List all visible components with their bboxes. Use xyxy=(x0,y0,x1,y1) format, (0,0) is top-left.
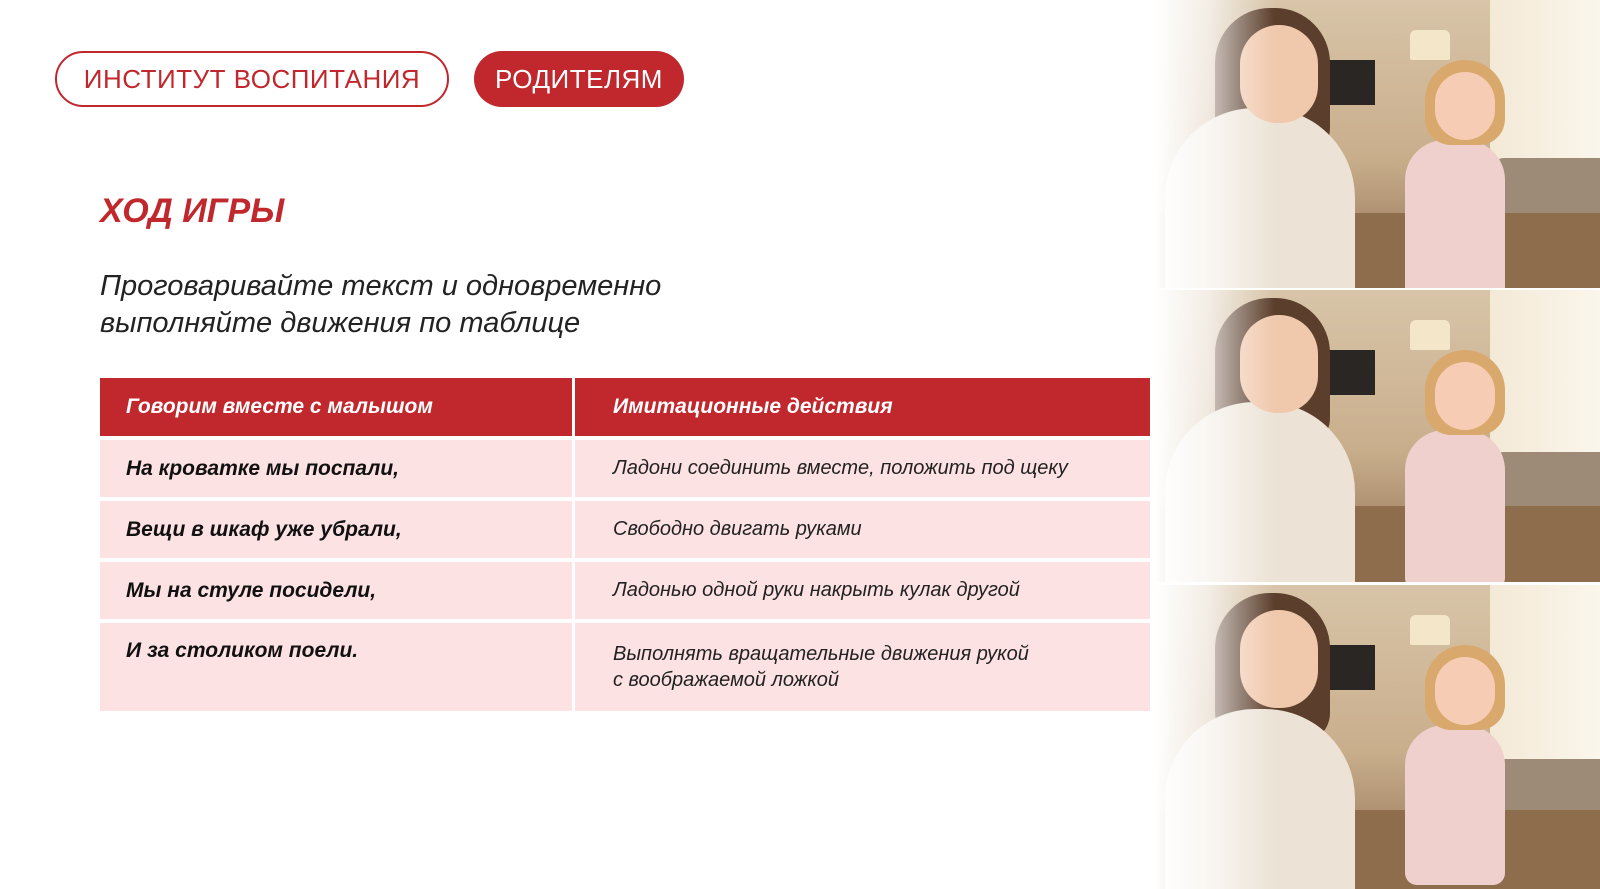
photo-spoon-gesture xyxy=(1155,585,1600,889)
section-title: ХОД ИГРЫ xyxy=(100,192,285,230)
institute-badge: ИНСТИТУТ ВОСПИТАНИЯ xyxy=(55,51,449,107)
table-row xyxy=(100,501,1150,558)
column-header-speech: Говорим вместе с малышом xyxy=(100,378,572,436)
table-header-row xyxy=(100,378,1150,436)
speech-cell: Вещи в шкаф уже убрали, xyxy=(100,501,572,558)
photo-strip xyxy=(1155,0,1600,889)
column-header-actions: Имитационные действия xyxy=(575,378,1150,436)
table-row xyxy=(100,562,1150,619)
photo-hands-gesture xyxy=(1155,290,1600,582)
instruction-text: Проговаривайте текст и одновременно выполняйте движения по таблице xyxy=(100,270,662,339)
speech-cell: Мы на стуле посидели, xyxy=(100,562,572,619)
game-table xyxy=(100,378,1150,715)
table-row xyxy=(100,440,1150,497)
action-cell: Выполнять вращательные движения рукой с воображаемой ложкой xyxy=(575,623,1150,711)
photo-sleep-gesture xyxy=(1155,0,1600,288)
speech-cell: И за столиком поели. xyxy=(100,623,572,711)
parents-badge[interactable]: РОДИТЕЛЯМ xyxy=(474,51,684,107)
speech-cell: На кроватке мы поспали, xyxy=(100,440,572,497)
action-cell: Ладонью одной руки накрыть кулак другой xyxy=(575,562,1150,619)
action-cell: Ладони соединить вместе, положить под щеку xyxy=(575,440,1150,497)
table-row xyxy=(100,623,1150,711)
action-cell: Свободно двигать руками xyxy=(575,501,1150,558)
